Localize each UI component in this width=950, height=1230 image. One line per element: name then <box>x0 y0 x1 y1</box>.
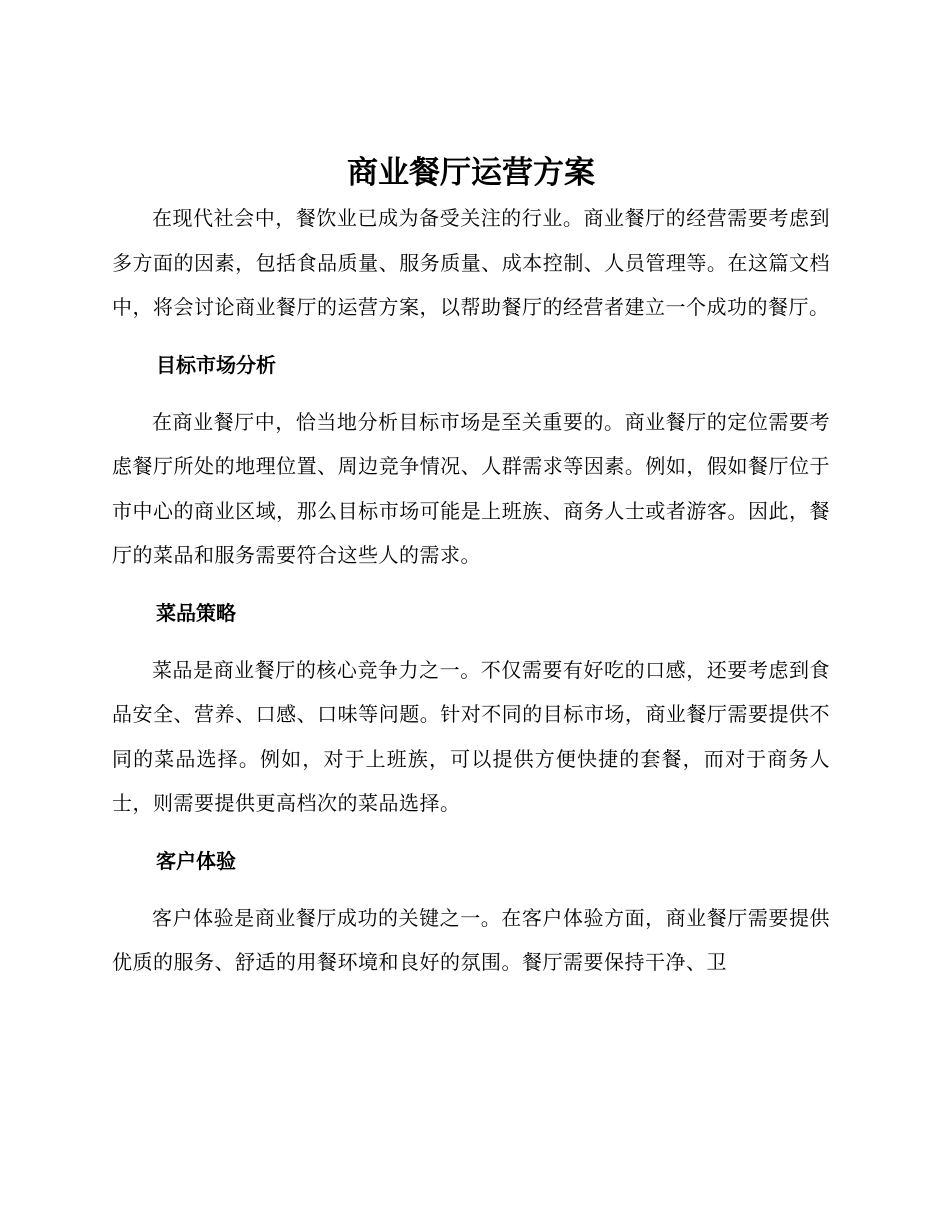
section-body-menu-strategy: 菜品是商业餐厅的核心竞争力之一。不仅需要有好吃的口感，还要考虑到食品安全、营养、口感、口味等问题。针对不同的目标市场，商业餐厅需要提供不同的菜品选择。例如，对于上班族，可以提供方便快捷的套餐，而对于商务人士，则需要提供更高档次的菜品选择。 <box>112 657 830 815</box>
intro-paragraph: 在现代社会中，餐饮业已成为备受关注的行业。商业餐厅的经营需要考虑到多方面的因素，包括食品质量、服务质量、成本控制、人员管理等。在这篇文档中，将会讨论商业餐厅的运营方案，以帮助餐厅的经营者建立一个成功的餐厅。 <box>112 206 830 319</box>
section-body-target-market: 在商业餐厅中，恰当地分析目标市场是至关重要的。商业餐厅的定位需要考虑餐厅所处的地理位置、周边竞争情况、人群需求等因素。例如，假如餐厅位于市中心的商业区域，那么目标市场可能是上班族、商务人士或者游客。因此，餐厅的菜品和服务需要符合这些人的需求。 <box>112 409 830 567</box>
section-heading-menu-strategy: 菜品策略 <box>156 600 236 625</box>
section-heading-target-market: 目标市场分析 <box>156 352 276 377</box>
document-content <box>112 150 830 985</box>
section-body-customer-experience: 客户体验是商业餐厅成功的关键之一。在客户体验方面，商业餐厅需要提供优质的服务、舒适的用餐环境和良好的氛围。餐厅需要保持干净、卫 <box>112 905 830 974</box>
section-heading-customer-experience: 客户体验 <box>156 848 236 873</box>
document-title: 商业餐厅运营方案 <box>347 155 595 191</box>
